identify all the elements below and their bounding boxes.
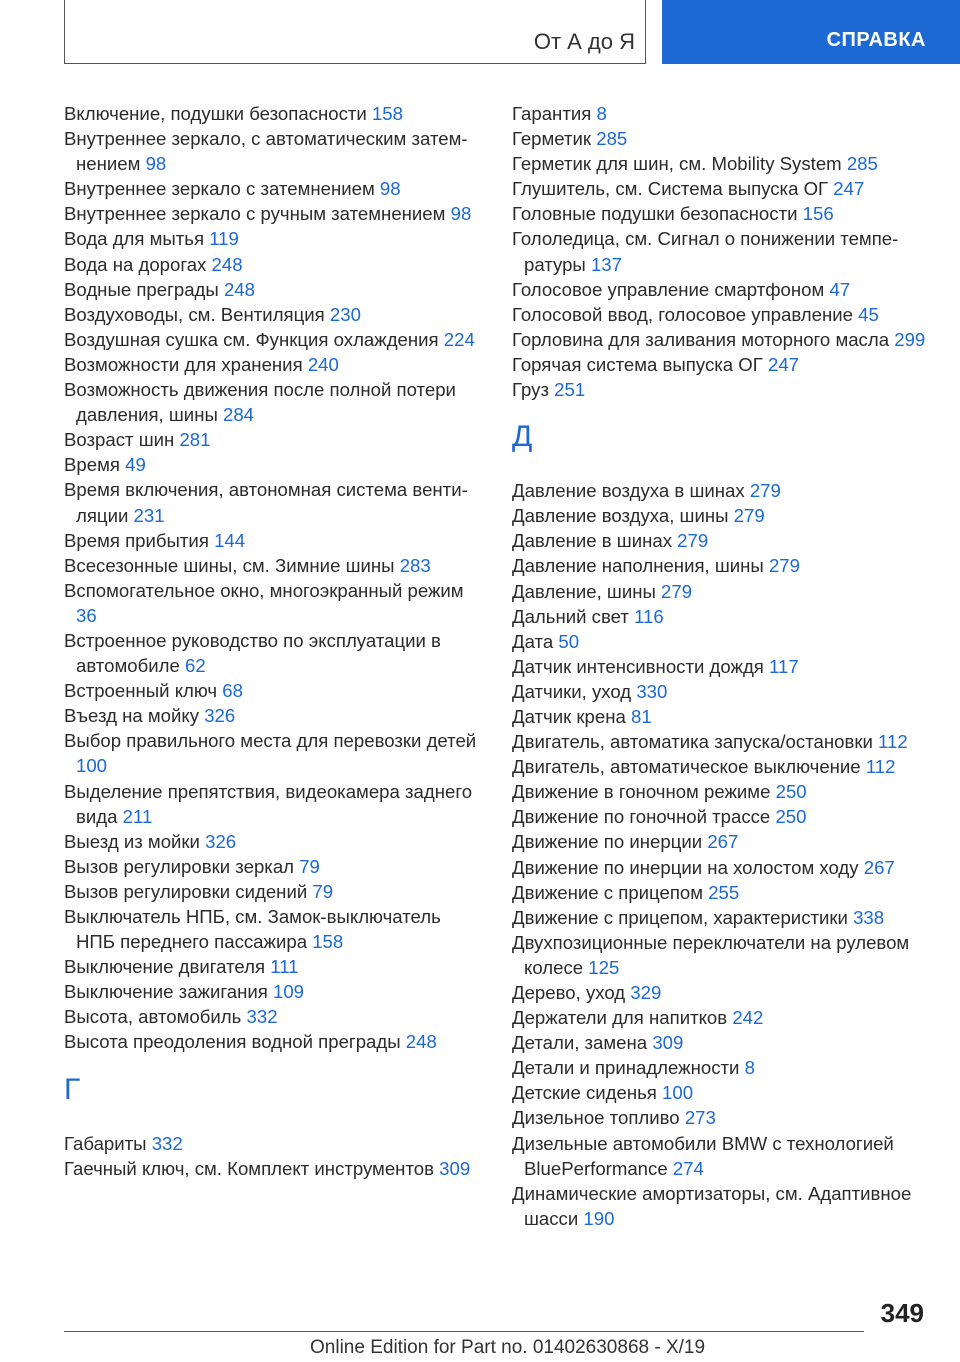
index-entry-text: Детские сиденья — [512, 1082, 657, 1104]
index-entry-text: Воздуховоды, см. Вентиляция — [64, 303, 325, 325]
index-page-link[interactable]: 329 — [630, 982, 662, 1003]
index-entry — [512, 880, 932, 905]
index-entry — [512, 1005, 932, 1030]
index-entry-text: Встроенный ключ — [64, 680, 218, 702]
index-page-link[interactable]: 267 — [863, 856, 895, 878]
index-page-link[interactable]: 279 — [749, 480, 781, 502]
index-entry — [64, 377, 484, 427]
index-entry-text: Внутреннее зеркало с затемнением — [64, 178, 375, 200]
index-entry — [512, 980, 932, 1005]
index-page-link[interactable]: 158 — [312, 931, 344, 953]
index-entry-text: Давление наполнения, шины — [512, 555, 764, 577]
index-entry-text: Движение по инерции — [512, 831, 703, 853]
index-entry-text: Вызов регулировки сидений — [64, 880, 308, 902]
index-page-link[interactable]: 117 — [769, 655, 799, 677]
index-page-link[interactable]: 144 — [214, 529, 246, 551]
index-entry-text: Внутреннее зеркало с ручным затемнением — [64, 203, 446, 225]
index-page-link[interactable]: 299 — [894, 328, 926, 350]
index-entry-text: Голосовой ввод, голосовое управление — [512, 303, 853, 325]
index-page-link[interactable]: 231 — [133, 504, 165, 526]
index-entry-text: Давление в шинах — [512, 530, 672, 552]
index-page-link[interactable]: 330 — [636, 680, 668, 702]
index-entry — [512, 528, 932, 553]
index-entry — [512, 277, 932, 302]
index-page-link[interactable]: 156 — [802, 203, 834, 225]
index-entry-text: Вспомогательное окно, многоэкранный режим — [64, 579, 464, 601]
index-entry — [64, 252, 484, 277]
index-entry — [512, 629, 932, 654]
index-page-link[interactable]: 8 — [744, 1057, 755, 1079]
index-entry — [512, 1131, 932, 1181]
index-entry — [512, 579, 932, 604]
index-page-link[interactable]: 81 — [631, 705, 652, 727]
index-entry-text: Возможности для хранения — [64, 353, 303, 375]
index-entry — [512, 503, 932, 528]
index-entry — [64, 277, 484, 302]
index-page-link[interactable]: 49 — [125, 454, 146, 476]
index-entry-text: Вода для мытья — [64, 228, 205, 250]
index-entry — [512, 1105, 932, 1130]
index-page-link[interactable]: 125 — [588, 956, 620, 978]
index-entry — [64, 101, 484, 126]
index-column-right — [512, 101, 932, 1231]
index-page-link[interactable]: 230 — [329, 303, 361, 325]
index-entry — [64, 904, 484, 954]
index-entry — [64, 226, 484, 251]
index-page-link[interactable]: 79 — [312, 880, 334, 902]
index-entry-text: Гарантия — [512, 103, 592, 124]
index-page-link[interactable]: 190 — [583, 1207, 615, 1229]
index-page-link[interactable]: 279 — [733, 505, 765, 527]
index-entry — [512, 1181, 932, 1231]
index-entry-text: Датчики, уход — [512, 680, 632, 702]
index-page-link[interactable]: 281 — [179, 429, 211, 451]
index-letter-heading: Г — [64, 1072, 81, 1106]
index-page-link[interactable]: 247 — [833, 178, 865, 200]
index-page-link[interactable]: 50 — [558, 630, 580, 652]
index-entry — [64, 427, 484, 452]
index-entry — [64, 703, 484, 728]
index-entry — [512, 201, 932, 226]
index-entry — [64, 1004, 484, 1029]
index-page-link[interactable]: 309 — [439, 1157, 471, 1179]
index-entry — [512, 804, 932, 829]
index-entry — [512, 604, 932, 629]
index-entry-text: Возможность движения после полной потери давления, шины — [64, 379, 456, 426]
index-entry-text: Горячая система выпуска ОГ — [512, 353, 763, 375]
index-entry-text: Датчик крена — [512, 705, 626, 727]
index-page-link[interactable]: 112 — [865, 756, 896, 778]
index-entry-text: Габариты — [64, 1132, 147, 1154]
index-entry-text: Встроенное руководство по эксплуатации в автомобиле — [64, 629, 441, 677]
index-entry — [512, 151, 932, 176]
index-entry — [512, 654, 932, 679]
index-page-link[interactable]: 116 — [634, 605, 664, 627]
index-entry-text: Двухпозиционные переключатели на рулевом колесе — [512, 931, 910, 978]
index-page-link[interactable]: 285 — [596, 128, 628, 150]
index-entry-text: Детали, замена — [512, 1032, 648, 1054]
index-page-link[interactable]: 8 — [596, 103, 607, 124]
index-page-link[interactable]: 68 — [222, 680, 243, 702]
header-section-label: От А до Я — [533, 29, 635, 54]
index-entry-text: Груз — [512, 379, 549, 401]
index-entry — [64, 528, 484, 553]
index-page-link[interactable]: 283 — [399, 554, 431, 576]
page-number: 349 — [880, 1298, 924, 1328]
index-entry-text: Всесезонные шины, см. Зимние шины — [64, 554, 395, 576]
index-page-link[interactable]: 248 — [211, 253, 243, 275]
index-entry — [64, 954, 484, 979]
index-entry — [512, 855, 932, 880]
index-entry-text: Держатели для напитков — [512, 1007, 728, 1029]
index-entry-text: Время включения, автономная система вентиляции — [64, 479, 468, 526]
index-column-left — [64, 101, 484, 1181]
index-page-link[interactable]: 250 — [775, 781, 807, 803]
index-page-link[interactable]: 36 — [76, 604, 97, 626]
index-entry — [512, 930, 932, 980]
index-entry-text: Герметик — [512, 128, 592, 150]
index-entry — [64, 126, 484, 176]
index-entry — [512, 126, 932, 151]
index-entry-text: Гаечный ключ, см. Комплект инструментов — [64, 1157, 434, 1179]
index-page-link[interactable]: 279 — [677, 530, 709, 552]
index-entry-text: Высота преодоления водной преграды — [64, 1031, 401, 1053]
index-entry-text: Движение в гоночном режиме — [512, 781, 771, 803]
index-entry-text: Возраст шин — [64, 429, 175, 451]
index-entry-text: Дата — [512, 630, 554, 652]
header-chapter-tab[interactable] — [662, 0, 960, 64]
index-entry-text: Въезд на мойку — [64, 705, 200, 727]
index-entry — [64, 477, 484, 527]
index-entry — [64, 779, 484, 829]
index-entry-text: Время прибытия — [64, 529, 209, 551]
index-entry — [64, 854, 484, 879]
index-entry — [64, 1156, 484, 1181]
index-page-link[interactable]: 109 — [273, 981, 305, 1003]
index-page-link[interactable]: 98 — [145, 153, 167, 175]
index-page-link[interactable]: 326 — [204, 705, 236, 727]
index-entry — [512, 1080, 932, 1105]
index-entry-text: Давление воздуха в шинах — [512, 480, 745, 502]
index-letter-heading: Д — [512, 420, 533, 454]
index-page-link[interactable]: 240 — [307, 353, 339, 375]
index-page-link[interactable]: 279 — [768, 555, 800, 577]
index-entry — [64, 879, 484, 904]
index-entry — [512, 729, 932, 754]
index-page-link[interactable]: 267 — [707, 831, 739, 853]
index-page-link[interactable]: 255 — [708, 881, 740, 903]
index-entry — [512, 226, 932, 276]
index-page-link[interactable]: 332 — [246, 1006, 278, 1028]
index-page-link[interactable]: 248 — [223, 278, 255, 300]
index-entry-text: Горловина для заливания моторного масла — [512, 328, 890, 350]
index-entry-text: Глушитель, см. Система выпуска ОГ — [512, 178, 829, 200]
index-entry — [512, 905, 932, 930]
index-page-link[interactable]: 242 — [732, 1007, 764, 1029]
index-entry-text: Внутреннее зеркало, с автоматическим затемнением — [64, 128, 468, 175]
index-entry-text: Высота, автомобиль — [64, 1006, 242, 1028]
index-entry-text: Гололедица, см. Сигнал о понижении температуры — [512, 228, 899, 275]
index-entry — [64, 327, 484, 352]
index-entry — [64, 1131, 484, 1156]
index-entry — [64, 201, 484, 226]
index-page-link[interactable]: 224 — [443, 328, 475, 350]
index-page-link[interactable]: 251 — [554, 379, 586, 401]
index-entry-text: Дерево, уход — [512, 982, 626, 1003]
index-page-link[interactable]: 137 — [590, 253, 622, 275]
index-page-link[interactable]: 309 — [652, 1032, 684, 1054]
index-entry — [64, 176, 484, 201]
index-page-link[interactable]: 158 — [371, 103, 403, 124]
index-entry — [512, 377, 932, 402]
index-entry-text: Детали и принадлежности — [512, 1057, 740, 1079]
index-entry-text: Выключатель НПБ, см. Замок-выключатель НПБ переднего пассажира — [64, 906, 441, 953]
index-entry — [64, 452, 484, 477]
index-page-link[interactable]: 285 — [846, 153, 878, 175]
index-entry — [64, 829, 484, 854]
index-entry-text: Головные подушки безопасности — [512, 203, 798, 225]
index-entry — [64, 628, 484, 678]
index-entry — [512, 704, 932, 729]
index-entry-text: Время — [64, 454, 120, 476]
index-page-link[interactable]: 273 — [684, 1107, 716, 1129]
index-entry-text: Давление, шины — [512, 580, 656, 602]
index-entry — [64, 302, 484, 327]
index-entry-text: Движение по гоночной трассе — [512, 806, 771, 828]
index-entry — [512, 1055, 932, 1080]
index-entry — [512, 176, 932, 201]
index-entry-text: Двигатель, автоматика запуска/остановки — [512, 731, 873, 753]
footer-divider — [64, 1331, 864, 1332]
index-entry — [512, 101, 932, 126]
header-section-tab[interactable] — [64, 0, 646, 64]
index-page-link[interactable]: 248 — [405, 1031, 437, 1053]
index-entry — [64, 728, 484, 778]
index-page-link[interactable]: 47 — [829, 278, 851, 300]
index-entry-text: Движение с прицепом, характеристики — [512, 906, 848, 928]
index-entry-text: Вызов регулировки зеркал — [64, 855, 295, 877]
index-entry — [64, 352, 484, 377]
index-entry-text: Динамические амортизаторы, см. Адаптивное шасси — [512, 1182, 912, 1229]
index-page-link[interactable]: 100 — [662, 1082, 694, 1104]
index-entry — [512, 754, 932, 779]
index-entry-text: Дизельные автомобили BMW с технологией BluePerformance — [512, 1132, 894, 1179]
index-page-link[interactable]: 274 — [672, 1157, 704, 1179]
index-entry-text: Дальний свет — [512, 605, 629, 627]
index-page-link[interactable]: 211 — [122, 805, 153, 827]
index-entry-text: Включение, подушки безопасности — [64, 103, 367, 124]
index-page-link[interactable]: 111 — [270, 956, 299, 978]
footer-edition-text: Online Edition for Part no. 01402630868 - X/19 — [310, 1337, 706, 1358]
index-page-link[interactable]: 112 — [878, 731, 908, 753]
index-page-link[interactable]: 326 — [205, 830, 237, 852]
index-entry — [64, 578, 484, 628]
index-entry — [64, 1029, 484, 1054]
index-entry — [512, 829, 932, 854]
header-chapter-label: СПРАВКА — [826, 29, 926, 51]
index-entry — [64, 553, 484, 578]
index-entry — [64, 678, 484, 703]
index-entry-text: Дизельное топливо — [512, 1107, 680, 1129]
index-entry — [512, 302, 932, 327]
index-entry-text: Голосовое управление смартфоном — [512, 278, 825, 300]
index-page-link[interactable]: 100 — [76, 755, 108, 777]
index-entry — [64, 979, 484, 1004]
index-entry — [512, 327, 932, 352]
index-page-link[interactable]: 338 — [853, 906, 885, 928]
index-entry-text: Датчик интенсивности дождя — [512, 655, 764, 677]
index-entry — [512, 478, 932, 503]
index-entry-text: Выделение препятствия, видеокамера заднего вида — [64, 780, 473, 827]
index-entry-text: Давление воздуха, шины — [512, 505, 729, 527]
index-page-link[interactable]: 119 — [209, 228, 239, 250]
index-entry-text: Воздушная сушка см. Функция охлаждения — [64, 328, 439, 350]
index-page-link[interactable]: 98 — [379, 178, 401, 200]
index-page-link[interactable]: 284 — [223, 404, 255, 426]
index-entry — [512, 779, 932, 804]
index-page-link[interactable]: 45 — [858, 303, 879, 325]
index-page-link[interactable]: 98 — [450, 203, 472, 225]
index-entry-text: Выбор правильного места для перевозки детей — [64, 730, 477, 752]
index-entry-text: Движение по инерции на холостом ходу — [512, 856, 859, 878]
index-entry — [512, 679, 932, 704]
index-page-link[interactable]: 279 — [661, 580, 693, 602]
index-page-link[interactable]: 250 — [775, 806, 807, 828]
index-page-link[interactable]: 247 — [768, 353, 800, 375]
index-entry-text: Выключение зажигания — [64, 981, 268, 1003]
index-page-link[interactable]: 79 — [299, 855, 320, 877]
index-entry — [512, 352, 932, 377]
index-page-link[interactable]: 332 — [151, 1132, 183, 1154]
index-entry-text: Выезд из мойки — [64, 830, 200, 852]
index-entry-text: Водные преграды — [64, 278, 219, 300]
index-page-link[interactable]: 62 — [184, 655, 206, 677]
index-entry-text: Вода на дорогах — [64, 253, 207, 275]
index-entry — [512, 1030, 932, 1055]
index-entry-text: Двигатель, автоматическое выключение — [512, 756, 861, 778]
index-entry-text: Движение с прицепом — [512, 881, 704, 903]
index-entry — [512, 553, 932, 578]
index-entry-text: Выключение двигателя — [64, 956, 266, 978]
index-entry-text: Герметик для шин, см. Mobility System — [512, 153, 842, 175]
